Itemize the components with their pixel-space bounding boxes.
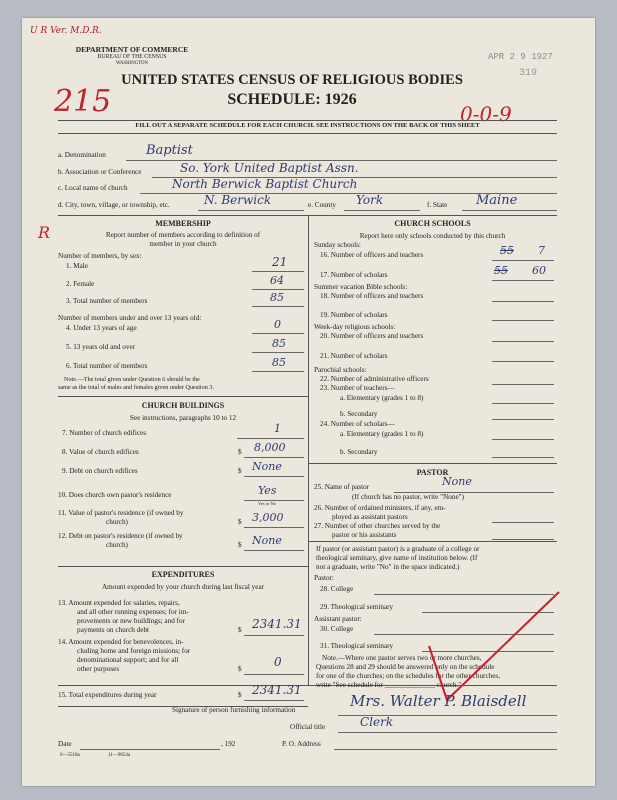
- q25-hint: (If church has no pastor, write "None"): [352, 493, 464, 501]
- signature-value: Mrs. Walter P. Blaisdell: [350, 692, 527, 710]
- q28-label: 28. College: [320, 585, 354, 593]
- q8-label: 8. Value of church edifices: [62, 448, 139, 456]
- pastor-note-2: Questions 28 and 29 should be answered only on the schedule: [316, 663, 495, 671]
- graduate-instruction-1: If pastor (or assistant pastor) is a graduate of a college or: [316, 545, 480, 553]
- dollar-sign: $: [238, 541, 242, 549]
- q23b-label: b. Secondary: [340, 410, 378, 418]
- q27-label-2: pastor or his assistants: [332, 531, 397, 539]
- graduate-instruction-3: not a graduate, write "No" in the space indicated.): [316, 563, 460, 571]
- schools-heading: CHURCH SCHOOLS: [394, 219, 471, 228]
- q24a-label: a. Elementary (grades 1 to 8): [340, 430, 424, 438]
- q10-hint: Yes or No: [258, 501, 277, 506]
- pastor-sub-label: Pastor:: [314, 574, 334, 582]
- q17-struck-value: 55: [494, 264, 508, 277]
- q6-value: 85: [272, 356, 286, 369]
- q14-label-1: 14. Amount expended for benevolences, in-: [58, 638, 184, 646]
- membership-note-2: same as the total of males and females given under Question 3.: [58, 384, 215, 391]
- q23a-label: a. Elementary (grades 1 to 8): [340, 394, 424, 402]
- q1-label: 1. Male: [66, 262, 88, 270]
- top-left-note: U R Ver. M.D.R.: [30, 26, 102, 36]
- po-address-label: P. O. Address: [282, 740, 321, 748]
- q14-label-2: cluding home and foreign missions; for: [77, 647, 191, 655]
- pastor-note-4: write "See schedule for ______________ church.": [316, 681, 462, 689]
- q13-label-4: payments on church debt: [77, 626, 150, 634]
- q27-label-1: 27. Number of other churches served by the: [314, 522, 441, 530]
- q3-value: 85: [270, 291, 284, 304]
- dollar-sign: $: [238, 665, 242, 673]
- q26-label-1: 26. Number of ordained ministers, if any, em-: [314, 504, 446, 512]
- pastor-heading: PASTOR: [416, 468, 449, 477]
- pastor-note-3: for one of the churches; on the schedules for the other churches,: [316, 672, 501, 680]
- print-number: 11—9054a: [108, 753, 131, 758]
- dollar-sign: $: [238, 691, 242, 699]
- q12-label-2: church): [106, 541, 128, 549]
- q16-value: 7: [538, 244, 545, 257]
- q15-value: 2341.31: [252, 683, 302, 697]
- expenditures-sub: Amount expended by your church during last fiscal year: [101, 583, 265, 591]
- q6-label: 6. Total number of members: [66, 362, 148, 370]
- county-value: York: [356, 193, 384, 207]
- denomination-value: Baptist: [146, 143, 193, 158]
- dollar-sign: $: [238, 448, 242, 456]
- q13-label-2: and all other running expenses; for im-: [77, 608, 189, 616]
- church-name-value: North Berwick Baptist Church: [172, 177, 358, 191]
- schedule-number: 215: [54, 84, 112, 119]
- pastor-note-1: Note.—Where one pastor serves two or more churches,: [322, 654, 482, 662]
- q8-value: 8,000: [254, 441, 286, 454]
- city-label: WASHINGTON: [116, 61, 148, 66]
- red-check-mark: [407, 588, 567, 708]
- q13-value: 2341.31: [252, 617, 302, 631]
- q20-label: 20. Number of officers and teachers: [320, 332, 424, 340]
- q25-value: None: [442, 475, 472, 488]
- assistant-pastor-label: Assistant pastor:: [314, 615, 362, 623]
- q10-label: 10. Does church own pastor's residence: [58, 491, 172, 499]
- q4-value: 0: [274, 318, 281, 331]
- parochial-schools-label: Parochial schools:: [314, 366, 367, 374]
- q21-label: 21. Number of scholars: [320, 352, 388, 360]
- members-by-sex-label: Number of members, by sex:: [58, 252, 142, 260]
- bureau-label: BUREAU OF THE CENSUS: [97, 54, 167, 60]
- q22-label: 22. Number of administrative officers: [320, 375, 429, 383]
- q30-label: 30. College: [320, 625, 354, 633]
- q24-label: 24. Number of scholars—: [320, 420, 395, 428]
- q31-label: 31. Theological seminary: [320, 642, 394, 650]
- schedule-title: SCHEDULE: 1926: [227, 91, 357, 108]
- city-value: N. Berwick: [204, 193, 272, 207]
- q2-value: 64: [270, 274, 284, 287]
- q9-value: None: [252, 460, 282, 473]
- denomination-label: a. Denomination: [58, 151, 106, 159]
- dollar-sign: $: [238, 518, 242, 526]
- dollar-sign: $: [238, 626, 242, 634]
- q10-value: Yes: [258, 484, 277, 497]
- q12-label-1: 12. Debt on pastor's residence (if owned by: [58, 532, 183, 540]
- sunday-schools-label: Sunday schools:: [314, 241, 361, 249]
- association-label: b. Association or Conference: [58, 168, 142, 176]
- q13-label-1: 13. Amount expended for salaries, repairs,: [58, 599, 180, 607]
- signature-label: Signature of person furnishing information: [172, 706, 296, 714]
- received-date-stamp: APR 2 9 1927: [488, 52, 553, 62]
- q17-label: 17. Number of scholars: [320, 271, 388, 279]
- date-label: Date: [58, 740, 72, 748]
- census-schedule-form: [22, 18, 595, 786]
- state-label: f. State: [427, 201, 448, 209]
- q15-label: 15. Total expenditures during year: [58, 691, 157, 699]
- q14-value: 0: [274, 655, 282, 669]
- q13-label-3: provements or new buildings; and for: [77, 617, 185, 625]
- q11-label-1: 11. Value of pastor's residence (if owned by: [58, 509, 184, 517]
- stamp-number: 319: [519, 68, 538, 79]
- schools-intro: Report here only schools conducted by this church: [359, 232, 506, 240]
- graduate-instruction-2: theological seminary, give name of institution below. (If: [316, 554, 478, 562]
- buildings-sub: See instructions, paragraphs 10 to 12: [129, 414, 237, 422]
- q9-label: 9. Debt on church edifices: [62, 467, 138, 475]
- vacation-schools-label: Summer vacation Bible schools:: [314, 283, 408, 291]
- q11-value: 3,000: [252, 511, 284, 524]
- membership-heading: MEMBERSHIP: [155, 219, 211, 228]
- q16-struck-value: 55: [500, 244, 514, 257]
- form-instruction: FILL OUT A SEPARATE SCHEDULE FOR EACH CHURCH. SEE INSTRUCTIONS ON THE BACK OF THIS SHEET: [135, 122, 480, 129]
- year-suffix: , 192: [221, 740, 236, 748]
- county-label: e. County: [308, 201, 336, 209]
- q5-label: 5. 13 years old and over: [66, 343, 136, 351]
- official-title-label: Official title: [290, 723, 326, 731]
- buildings-heading: CHURCH BUILDINGS: [141, 401, 225, 410]
- margin-mark: R: [38, 223, 51, 242]
- q5-value: 85: [272, 337, 286, 350]
- form-number: 6—5518a: [60, 753, 80, 758]
- department-label: DEPARTMENT OF COMMERCE: [75, 45, 189, 54]
- q11-label-2: church): [106, 518, 128, 526]
- membership-intro-1: Report number of members according to definition of: [105, 231, 261, 239]
- q4-label: 4. Under 13 years of age: [66, 324, 137, 332]
- classification-code: 0-0-9: [460, 102, 512, 126]
- weekday-schools-label: Week-day religious schools:: [314, 323, 396, 331]
- q24b-label: b. Secondary: [340, 448, 378, 456]
- members-by-age-label: Number of members under and over 13 years old:: [58, 314, 202, 322]
- official-title-value: Clerk: [360, 715, 394, 729]
- church-name-label: c. Local name of church: [58, 184, 128, 192]
- q14-label-4: other purposes: [77, 665, 120, 673]
- city-label: d. City, town, village, or township, etc.: [58, 201, 170, 209]
- q7-label: 7. Number of church edifices: [62, 429, 147, 437]
- state-value: Maine: [476, 193, 518, 208]
- q1-value: 21: [272, 255, 288, 269]
- q14-label-3: denominational support; and for all: [77, 656, 179, 664]
- q25-label: 25. Name of pastor: [314, 483, 370, 491]
- q18-label: 18. Number of officers and teachers: [320, 292, 424, 300]
- form-title: UNITED STATES CENSUS OF RELIGIOUS BODIES: [121, 72, 463, 88]
- expenditures-heading: EXPENDITURES: [151, 570, 215, 579]
- q3-label: 3. Total number of members: [66, 297, 148, 305]
- association-value: So. York United Baptist Assn.: [180, 161, 359, 175]
- q19-label: 19. Number of scholars: [320, 311, 388, 319]
- membership-note-1: Note.—The total given under Question 6 should be the: [64, 376, 200, 383]
- q26-label-2: ployed as assistant pastors: [332, 513, 408, 521]
- q16-label: 16. Number of officers and teachers: [320, 251, 424, 259]
- q23-label: 23. Number of teachers—: [320, 384, 395, 392]
- membership-intro-2: member in your church: [149, 240, 217, 248]
- q7-value: 1: [274, 422, 281, 435]
- q29-label: 29. Theological seminary: [320, 603, 394, 611]
- dollar-sign: $: [238, 467, 242, 475]
- q2-label: 2. Female: [66, 280, 95, 288]
- q12-value: None: [252, 534, 282, 547]
- q17-value: 60: [532, 264, 546, 277]
